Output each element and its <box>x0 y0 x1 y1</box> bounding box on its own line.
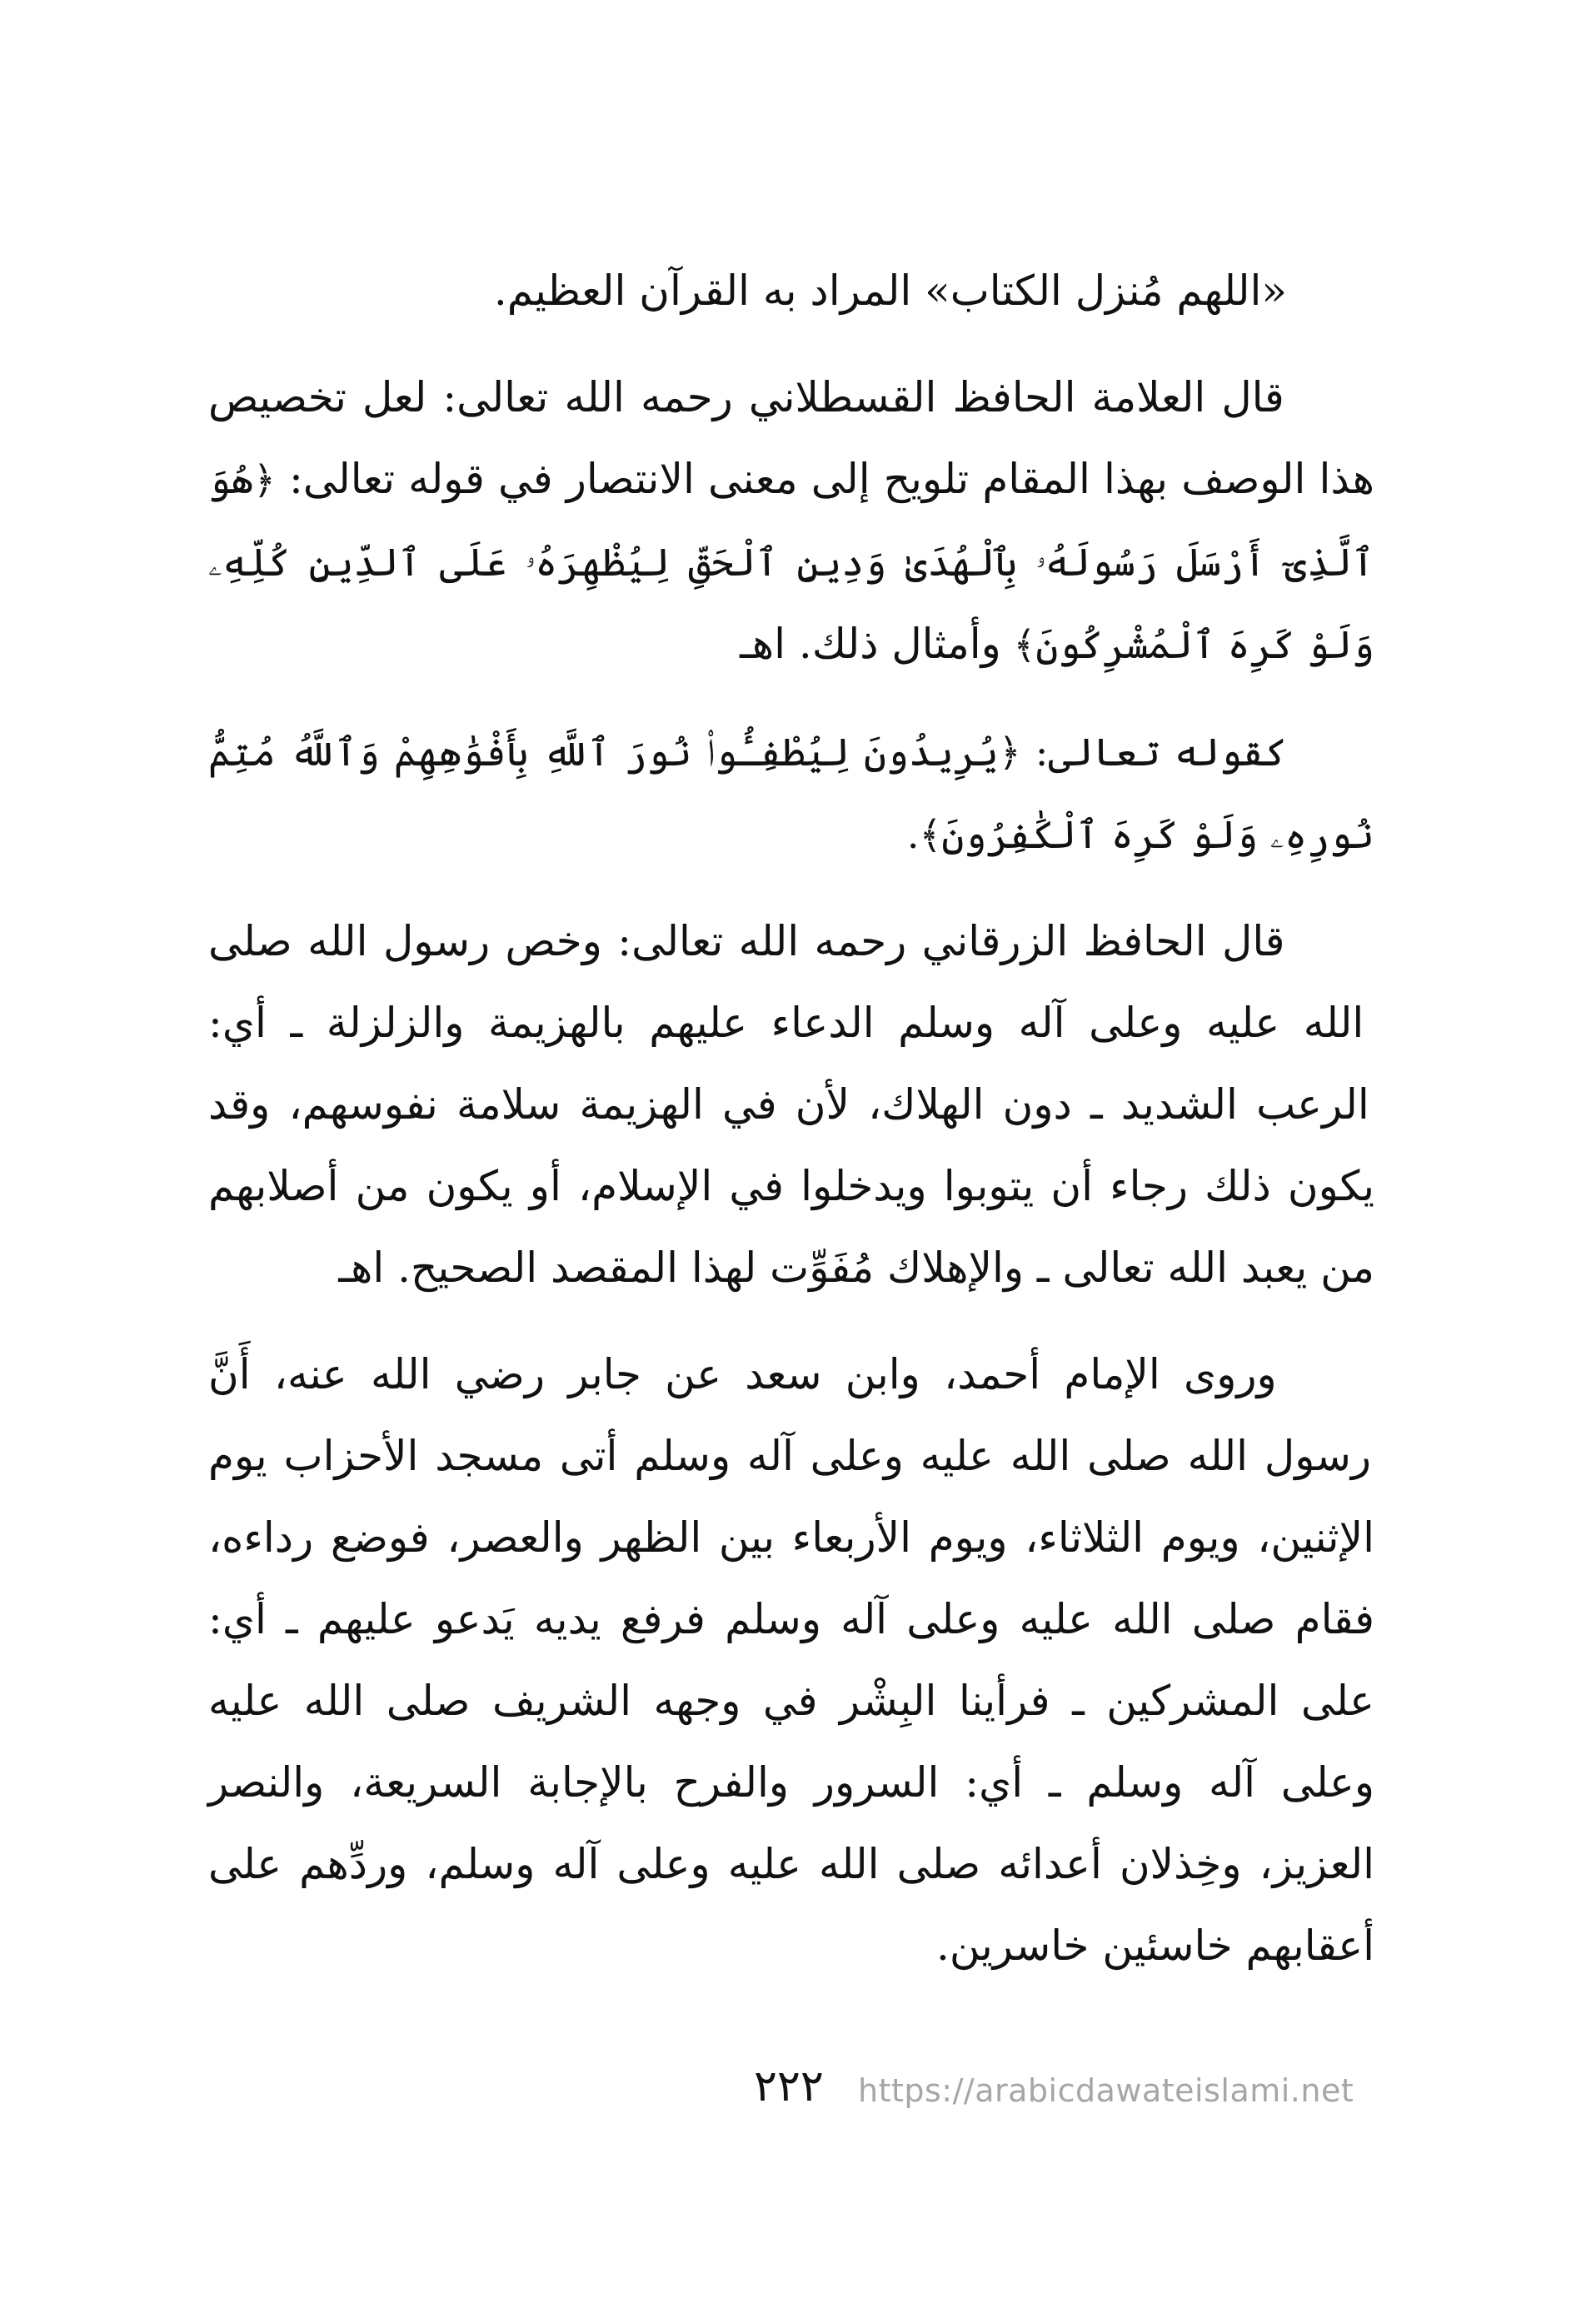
text-line: رداءه، فقام صلى الله عليه وعلى آله وسلم فرفع يديه يَدعو عليهم <box>208 1513 1374 1643</box>
text-line: هذا الوصف بهذا المقام تلويح إلى معنى الانتصار في قوله تعالى: <box>275 455 1374 503</box>
text-line: الرعب الشديد ـ دون الهلاك، لأن في الهزيمة سلامة نفوسهم، وقد <box>208 1080 1369 1129</box>
text-line: رسول الله صلى الله عليه وعلى آله وسلم أتى مسجد الأحزاب يوم <box>208 1432 1372 1480</box>
page-body <box>208 250 1374 2011</box>
watermark-url: https://arabicdawateislami.net <box>858 2072 1354 2109</box>
paragraph-2 <box>208 356 1374 685</box>
text-line: «اللهم مُنزل الكتاب» المراد به القرآن العظيم. <box>493 267 1287 315</box>
quran-verse: ٱلْكَٰفِرُونَ﴾. <box>906 812 1100 857</box>
text-line: الصحيح. اهـ <box>338 1244 538 1292</box>
text-line: ـ أي: على المشركين ـ فرأينا البِشْر في وجهه الشريف صلى الله <box>208 1595 1374 1725</box>
text-line: والنصر العزيز، وخِذلان أعدائه صلى الله عليه وعلى آله وسلم، <box>208 1758 1375 1888</box>
paragraph-1 <box>208 250 1374 332</box>
text-line: الله عليه وعلى آله وسلم الدعاء عليهم بالهزيمة والزلزلة ـ أي: <box>208 999 1364 1047</box>
quran-verse: كقوله تعالى: ﴿يُرِيدُونَ لِيُطْفِـُٔوا۟ نُورَ ٱللَّهِ بِأَفْوَٰهِهِمْ وَٱللَّهُ مُتِمُّ نُورِهِۦ وَلَوْ كَرِهَ <box>208 730 1374 857</box>
text-line: الإثنين، ويوم الثلاثاء، ويوم الأربعاء بين الظهر والعصر، فوضع <box>313 1513 1374 1562</box>
paragraph-4 <box>208 900 1374 1309</box>
text-line: يكون ذلك رجاء أن يتوبوا ويدخلوا في الإسلام، أو يكون من <box>338 1162 1374 1210</box>
text-line: وروى الإمام أحمد، وابن سعد عن جابر رضي الله عنه، أَنَّ <box>208 1350 1277 1398</box>
text-line: عليه وعلى آله وسلم ـ أي: السرور والفرح بالإجابة السريعة، <box>208 1677 1374 1807</box>
quran-verse: ﴿هُوَ ٱلَّذِىٓ أَرْسَلَ رَسُولَهُۥ بِٱلْهُدَىٰ وَدِينِ ٱلْحَقِّ لِيُظْهِرَهُۥ عَلَى ٱلدِّينِ كُلِّهِۦ وَلَوْ كَرِهَ ٱلْمُشْرِكُونَ﴾ <box>208 457 1374 667</box>
text-line: قال العلامة الحافظ القسطلاني رحمه الله تعالى: لعل تخصيص <box>208 373 1284 421</box>
text-line: وردِّهم على أعقابهم خاسئين خاسرين. <box>208 1840 1374 1970</box>
text-line: قال الحافظ الزرقاني رحمه الله تعالى: وخص رسول الله صلى <box>208 917 1285 965</box>
text-line: وأمثال ذلك. اهـ <box>740 620 1001 668</box>
text-line: أصلابهم من يعبد الله تعالى ـ والإهلاك مُفَوِّت لهذا المقصد <box>208 1162 1374 1292</box>
paragraph-5 <box>208 1333 1374 1987</box>
paragraph-3 <box>208 710 1374 875</box>
page-number: ٢٢٢ <box>754 2061 824 2111</box>
